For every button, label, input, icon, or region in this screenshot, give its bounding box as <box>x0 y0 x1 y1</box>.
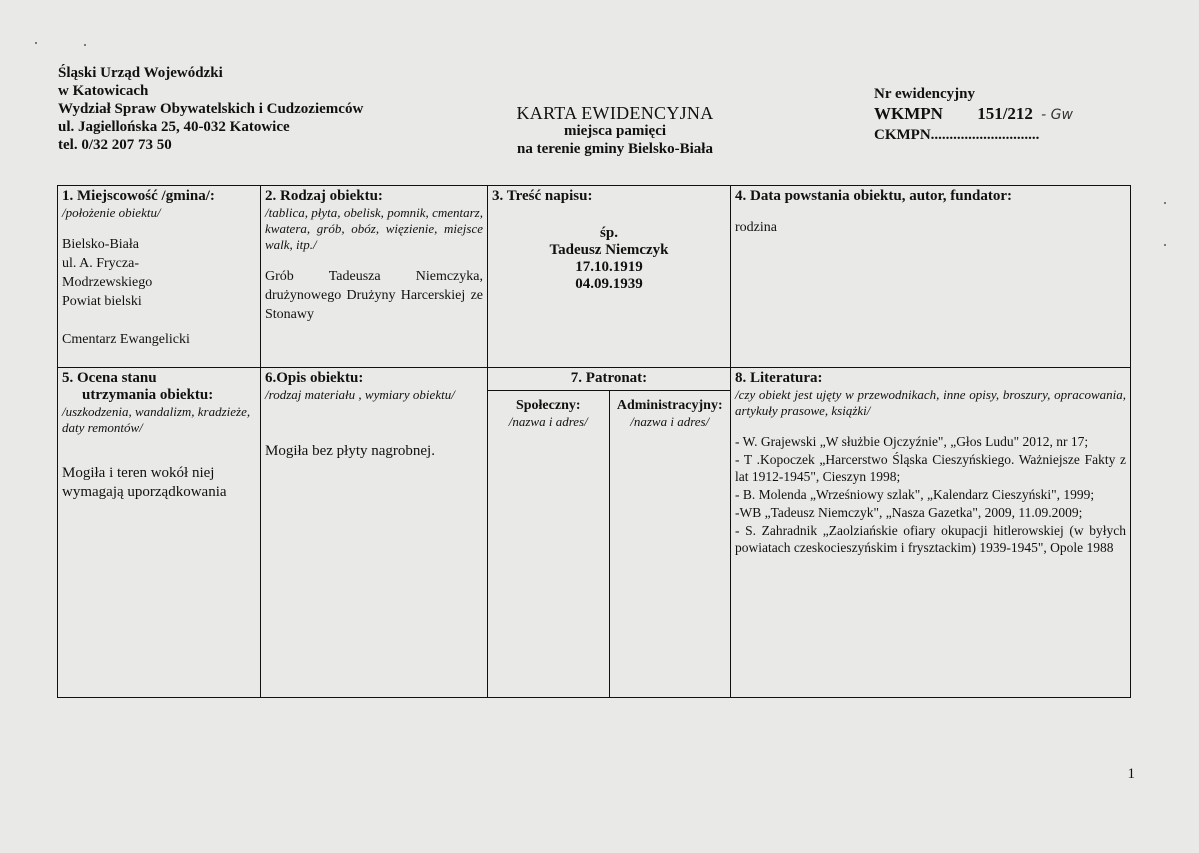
location-line: ul. A. Frycza- <box>62 256 139 271</box>
field-hint: /położenie obiektu/ <box>62 205 161 220</box>
description-value: Mogiła bez płyty nagrobnej. <box>265 443 435 459</box>
field-title: 7. Patronat: <box>570 370 648 386</box>
registration-block <box>874 84 1073 145</box>
literature-item: - B. Molenda „Wrześniowy szlak", „Kalendarz Cieszyński", 1999; <box>735 487 1095 502</box>
cell-creation-date <box>731 186 1131 368</box>
literature-item: - W. Grajewski „W służbie Ojczyźnie", „Głos Ludu" 2012, nr 17; <box>735 434 1089 449</box>
issuer-block <box>58 64 363 154</box>
field-title: utrzymania obiektu: <box>82 387 214 403</box>
cell-patronage <box>488 368 731 698</box>
ckmpn-line: CKMPN............................. <box>874 127 1040 143</box>
document-title-block <box>480 104 750 158</box>
inscription-line: 04.09.1939 <box>575 276 643 292</box>
cell-literature <box>731 368 1131 698</box>
wkmpn-label: WKMPN <box>874 104 943 123</box>
location-line: Bielsko-Biała <box>62 237 139 252</box>
registration-label: Nr ewidencyjny <box>874 86 975 102</box>
patron-admin-label: Administracyjny: <box>616 397 723 413</box>
inscription-line: 17.10.1919 <box>575 259 643 275</box>
field-hint: /nazwa i adres/ <box>630 413 710 429</box>
field-title: 3. Treść napisu: <box>492 188 593 204</box>
patron-social-label: Społeczny: <box>515 397 581 413</box>
issuer-line: Śląski Urząd Wojewódzki <box>58 65 223 81</box>
location-line: Modrzewskiego <box>62 275 153 290</box>
wkmpn-value: 151/212 <box>977 104 1033 123</box>
cell-description <box>261 368 488 698</box>
issuer-line: ul. Jagiellońska 25, 40-032 Katowice <box>58 119 290 135</box>
literature-item: - T .Kopoczek „Harcerstwo Śląska Cieszyńskiego. Ważniejsze Fakty z lat 1912-1945", Cieszyn 1998; <box>735 452 1126 484</box>
document-title: KARTA EWIDENCYJNA <box>516 103 714 123</box>
field-title: 4. Data powstania obiektu, autor, fundator: <box>735 188 1012 204</box>
field-hint: /uszkodzenia, wandalizm, kradzieże, daty remontów/ <box>62 404 251 435</box>
document-subtitle: miejsca pamięci <box>563 123 667 139</box>
literature-item: - S. Zahradnik „Zaolziańskie ofiary okupacji hitlerowskiej (w byłych powiatach czeskocieszyńskim i frysztackim) 1939-1945", Opole 1988 <box>735 523 1126 555</box>
record-card-table <box>57 185 1131 698</box>
field-hint: /tablica, płyta, obelisk, pomnik, cmentarz, kwatera, grób, obóz, więzienie, miejsce walk, itp./ <box>265 205 483 252</box>
field-hint: /nazwa i adres/ <box>508 413 588 429</box>
scan-speck <box>1164 202 1166 204</box>
handwritten-note: - Gw <box>1041 107 1073 123</box>
page-number: 1 <box>1127 766 1135 782</box>
field-hint: /rodzaj materiału , wymiary obiektu/ <box>265 387 455 402</box>
cell-location <box>58 186 261 368</box>
issuer-line: w Katowicach <box>58 83 149 99</box>
scan-speck <box>1164 244 1166 246</box>
inscription-line: śp. <box>600 225 618 241</box>
field-hint: /czy obiekt jest ujęty w przewodnikach, inne opisy, broszury, opracowania, artykuły prasowe, książki/ <box>735 387 1126 418</box>
field-title: 6.Opis obiektu: <box>265 370 364 386</box>
issuer-line: Wydział Spraw Obywatelskich i Cudzoziemców <box>58 101 364 117</box>
location-extra: Cmentarz Ewangelicki <box>62 332 190 347</box>
cell-condition <box>58 368 261 698</box>
creation-value: rodzina <box>735 220 777 235</box>
field-title: 5. Ocena stanu <box>62 370 157 386</box>
issuer-line: tel. 0/32 207 73 50 <box>58 137 172 153</box>
condition-value: Mogiła i teren wokół niej wymagają uporządkowania <box>62 465 227 500</box>
field-title: 8. Literatura: <box>735 370 823 386</box>
location-line: Powiat bielski <box>62 294 142 309</box>
scan-speck <box>35 42 37 44</box>
cell-inscription <box>488 186 731 368</box>
scan-speck <box>84 44 86 46</box>
wkmpn-line <box>874 104 1073 125</box>
object-type-value: Grób Tadeusza Niemczyka, drużynowego Drużyny Harcerskiej ze Stonawy <box>265 269 483 322</box>
inscription-line: Tadeusz Niemczyk <box>549 242 669 258</box>
field-title: 1. Miejscowość /gmina/: <box>62 188 215 204</box>
literature-item: -WB „Tadeusz Niemczyk", „Nasza Gazetka", 2009, 11.09.2009; <box>735 505 1083 520</box>
field-title: 2. Rodzaj obiektu: <box>265 188 383 204</box>
document-subtitle: na terenie gminy Bielsko-Biała <box>517 141 713 157</box>
cell-object-type <box>261 186 488 368</box>
